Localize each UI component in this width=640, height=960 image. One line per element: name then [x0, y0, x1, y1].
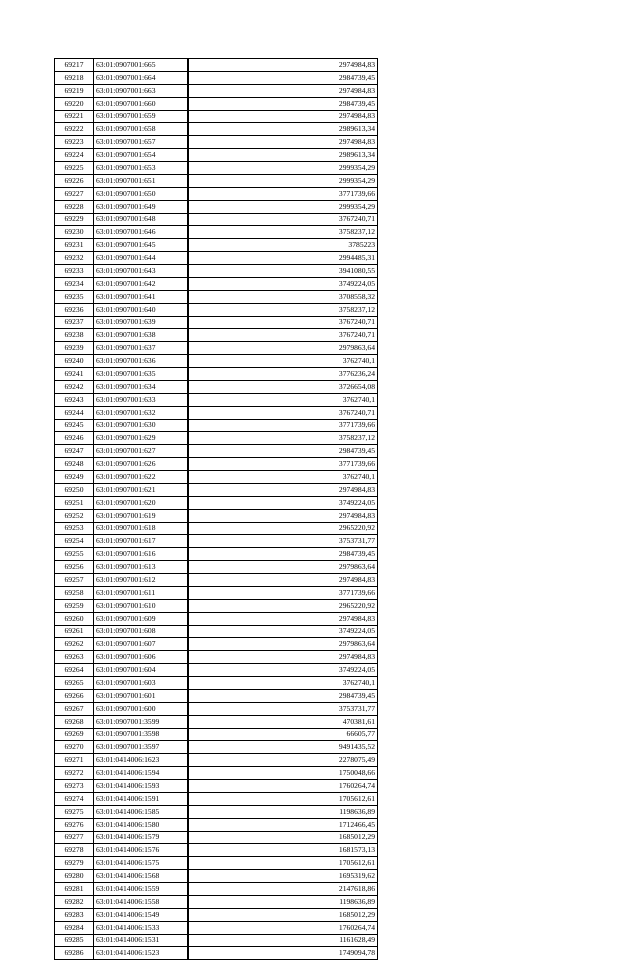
- value-cell: 3749224,05: [188, 496, 378, 509]
- table-row: [55, 857, 378, 870]
- value-cell: 2984739,45: [188, 71, 378, 84]
- row-number-cell: 69279: [55, 857, 94, 870]
- cadastral-number-cell: 63:01:0414006:1576: [94, 844, 189, 857]
- cadastral-number-cell: 63:01:0414006:1523: [94, 947, 189, 960]
- cadastral-number-cell: 63:01:0907001:635: [94, 368, 189, 381]
- value-cell: 3749224,05: [188, 277, 378, 290]
- table-row: [55, 162, 378, 175]
- cadastral-number-cell: 63:01:0414006:1585: [94, 805, 189, 818]
- value-cell: 3708558,32: [188, 290, 378, 303]
- value-cell: 2974984,83: [188, 136, 378, 149]
- value-cell: 2999354,29: [188, 200, 378, 213]
- table-row: [55, 329, 378, 342]
- table-row: [55, 677, 378, 690]
- cadastral-number-cell: 63:01:0414006:1568: [94, 870, 189, 883]
- row-number-cell: 69254: [55, 535, 94, 548]
- cadastral-number-cell: 63:01:0414006:1580: [94, 818, 189, 831]
- table-row: [55, 252, 378, 265]
- cadastral-number-cell: 63:01:0414006:1623: [94, 754, 189, 767]
- table-row: [55, 844, 378, 857]
- table-row: [55, 496, 378, 509]
- cadastral-number-cell: 63:01:0907001:637: [94, 342, 189, 355]
- value-cell: 3767240,71: [188, 213, 378, 226]
- table-row: [55, 380, 378, 393]
- cadastral-number-cell: 63:01:0907001:622: [94, 471, 189, 484]
- cadastral-number-cell: 63:01:0907001:654: [94, 149, 189, 162]
- row-number-cell: 69219: [55, 84, 94, 97]
- value-cell: 3762740,1: [188, 471, 378, 484]
- table-row: [55, 149, 378, 162]
- cadastral-number-cell: 63:01:0414006:1533: [94, 921, 189, 934]
- value-cell: 1750048,66: [188, 767, 378, 780]
- table-row: [55, 535, 378, 548]
- cadastral-number-cell: 63:01:0907001:607: [94, 638, 189, 651]
- value-cell: 1685012,29: [188, 908, 378, 921]
- table-row: [55, 561, 378, 574]
- table-row: [55, 136, 378, 149]
- table-row: [55, 471, 378, 484]
- table-row: [55, 908, 378, 921]
- cadastral-number-cell: 63:01:0907001:606: [94, 651, 189, 664]
- cadastral-number-cell: 63:01:0907001:649: [94, 200, 189, 213]
- row-number-cell: 69252: [55, 509, 94, 522]
- cadastral-number-cell: 63:01:0414006:1559: [94, 883, 189, 896]
- row-number-cell: 69257: [55, 574, 94, 587]
- cadastral-number-cell: 63:01:0907001:613: [94, 561, 189, 574]
- table-row: [55, 239, 378, 252]
- cadastral-number-cell: 63:01:0414006:1549: [94, 908, 189, 921]
- value-cell: 3753731,77: [188, 702, 378, 715]
- table-row: [55, 805, 378, 818]
- value-cell: 1749094,78: [188, 947, 378, 960]
- row-number-cell: 69242: [55, 380, 94, 393]
- cadastral-number-cell: 63:01:0907001:620: [94, 496, 189, 509]
- row-number-cell: 69284: [55, 921, 94, 934]
- table-row: [55, 638, 378, 651]
- table-row: [55, 277, 378, 290]
- cadastral-number-cell: 63:01:0907001:619: [94, 509, 189, 522]
- value-cell: 1705612,61: [188, 792, 378, 805]
- table-row: [55, 818, 378, 831]
- row-number-cell: 69221: [55, 110, 94, 123]
- row-number-cell: 69258: [55, 586, 94, 599]
- row-number-cell: 69247: [55, 445, 94, 458]
- cadastral-number-cell: 63:01:0907001:617: [94, 535, 189, 548]
- value-cell: 3941080,55: [188, 265, 378, 278]
- row-number-cell: 69225: [55, 162, 94, 175]
- data-table: [54, 58, 378, 960]
- table-row: [55, 483, 378, 496]
- value-cell: 3771739,66: [188, 187, 378, 200]
- cadastral-number-cell: 63:01:0907001:608: [94, 625, 189, 638]
- cadastral-number-cell: 63:01:0907001:644: [94, 252, 189, 265]
- cadastral-number-cell: 63:01:0907001:601: [94, 689, 189, 702]
- value-cell: 2979863,64: [188, 561, 378, 574]
- row-number-cell: 69256: [55, 561, 94, 574]
- table-row: [55, 548, 378, 561]
- row-number-cell: 69232: [55, 252, 94, 265]
- table-row: [55, 445, 378, 458]
- cadastral-number-cell: 63:01:0907001:664: [94, 71, 189, 84]
- value-cell: 2147618,86: [188, 883, 378, 896]
- row-number-cell: 69267: [55, 702, 94, 715]
- cadastral-number-cell: 63:01:0907001:632: [94, 406, 189, 419]
- table-row: [55, 213, 378, 226]
- value-cell: 470381,61: [188, 715, 378, 728]
- row-number-cell: 69223: [55, 136, 94, 149]
- row-number-cell: 69260: [55, 612, 94, 625]
- row-number-cell: 69280: [55, 870, 94, 883]
- value-cell: 2984739,45: [188, 97, 378, 110]
- cadastral-number-cell: 63:01:0907001:657: [94, 136, 189, 149]
- row-number-cell: 69240: [55, 355, 94, 368]
- value-cell: 3749224,05: [188, 664, 378, 677]
- table-row: [55, 651, 378, 664]
- value-cell: 3762740,1: [188, 677, 378, 690]
- table-row: [55, 84, 378, 97]
- row-number-cell: 69261: [55, 625, 94, 638]
- cadastral-number-cell: 63:01:0907001:621: [94, 483, 189, 496]
- row-number-cell: 69255: [55, 548, 94, 561]
- value-cell: 2979863,64: [188, 638, 378, 651]
- table-row: [55, 625, 378, 638]
- table-row: [55, 921, 378, 934]
- cadastral-number-cell: 63:01:0414006:1591: [94, 792, 189, 805]
- value-cell: 3785223: [188, 239, 378, 252]
- value-cell: 2984739,45: [188, 548, 378, 561]
- cadastral-number-cell: 63:01:0907001:603: [94, 677, 189, 690]
- table-row: [55, 342, 378, 355]
- cadastral-number-cell: 63:01:0907001:646: [94, 226, 189, 239]
- cadastral-number-cell: 63:01:0907001:645: [94, 239, 189, 252]
- row-number-cell: 69246: [55, 432, 94, 445]
- value-cell: 3762740,1: [188, 393, 378, 406]
- cadastral-number-cell: 63:01:0907001:609: [94, 612, 189, 625]
- value-cell: 3753731,77: [188, 535, 378, 548]
- table-row: [55, 419, 378, 432]
- value-cell: 2999354,29: [188, 162, 378, 175]
- table-row: [55, 290, 378, 303]
- table-row: [55, 59, 378, 72]
- row-number-cell: 69238: [55, 329, 94, 342]
- cadastral-number-cell: 63:01:0907001:3599: [94, 715, 189, 728]
- cadastral-number-cell: 63:01:0907001:653: [94, 162, 189, 175]
- row-number-cell: 69228: [55, 200, 94, 213]
- table-row: [55, 226, 378, 239]
- row-number-cell: 69282: [55, 895, 94, 908]
- cadastral-number-cell: 63:01:0907001:660: [94, 97, 189, 110]
- cadastral-number-cell: 63:01:0414006:1558: [94, 895, 189, 908]
- table-row: [55, 586, 378, 599]
- table-row: [55, 303, 378, 316]
- table-row: [55, 187, 378, 200]
- value-cell: 3758237,12: [188, 226, 378, 239]
- row-number-cell: 69234: [55, 277, 94, 290]
- table-row: [55, 689, 378, 702]
- table-row: [55, 393, 378, 406]
- value-cell: 1681573,13: [188, 844, 378, 857]
- cadastral-number-cell: 63:01:0907001:651: [94, 174, 189, 187]
- cadastral-number-cell: 63:01:0907001:600: [94, 702, 189, 715]
- table-row: [55, 110, 378, 123]
- value-cell: 2965220,92: [188, 599, 378, 612]
- row-number-cell: 69231: [55, 239, 94, 252]
- row-number-cell: 69227: [55, 187, 94, 200]
- table-row: [55, 895, 378, 908]
- table-row: [55, 574, 378, 587]
- row-number-cell: 69241: [55, 368, 94, 381]
- cadastral-number-cell: 63:01:0907001:610: [94, 599, 189, 612]
- table-row: [55, 883, 378, 896]
- row-number-cell: 69222: [55, 123, 94, 136]
- cadastral-number-cell: 63:01:0907001:640: [94, 303, 189, 316]
- table-row: [55, 664, 378, 677]
- value-cell: 2974984,83: [188, 612, 378, 625]
- cadastral-number-cell: 63:01:0907001:639: [94, 316, 189, 329]
- value-cell: 1198636,89: [188, 805, 378, 818]
- value-cell: 3758237,12: [188, 303, 378, 316]
- table-row: [55, 947, 378, 960]
- value-cell: 3749224,05: [188, 625, 378, 638]
- cadastral-number-cell: 63:01:0907001:642: [94, 277, 189, 290]
- row-number-cell: 69265: [55, 677, 94, 690]
- table-row: [55, 780, 378, 793]
- cadastral-number-cell: 63:01:0907001:612: [94, 574, 189, 587]
- row-number-cell: 69281: [55, 883, 94, 896]
- row-number-cell: 69250: [55, 483, 94, 496]
- value-cell: 2984739,45: [188, 445, 378, 458]
- value-cell: 3726654,08: [188, 380, 378, 393]
- cadastral-number-cell: 63:01:0907001:665: [94, 59, 189, 72]
- row-number-cell: 69253: [55, 522, 94, 535]
- table-row: [55, 870, 378, 883]
- cadastral-number-cell: 63:01:0907001:633: [94, 393, 189, 406]
- table-row: [55, 767, 378, 780]
- cadastral-number-cell: 63:01:0907001:626: [94, 458, 189, 471]
- table-row: [55, 355, 378, 368]
- value-cell: 1685012,29: [188, 831, 378, 844]
- row-number-cell: 69248: [55, 458, 94, 471]
- value-cell: 3776236,24: [188, 368, 378, 381]
- row-number-cell: 69271: [55, 754, 94, 767]
- row-number-cell: 69224: [55, 149, 94, 162]
- row-number-cell: 69272: [55, 767, 94, 780]
- value-cell: 1712466,45: [188, 818, 378, 831]
- value-cell: 3767240,71: [188, 329, 378, 342]
- table-row: [55, 200, 378, 213]
- value-cell: 2989613,34: [188, 149, 378, 162]
- row-number-cell: 69259: [55, 599, 94, 612]
- cadastral-number-cell: 63:01:0907001:604: [94, 664, 189, 677]
- cadastral-number-cell: 63:01:0907001:627: [94, 445, 189, 458]
- table-row: [55, 715, 378, 728]
- cadastral-number-cell: 63:01:0414006:1594: [94, 767, 189, 780]
- row-number-cell: 69229: [55, 213, 94, 226]
- value-cell: 1760264,74: [188, 780, 378, 793]
- table-row: [55, 406, 378, 419]
- row-number-cell: 69239: [55, 342, 94, 355]
- table-body: [55, 59, 378, 960]
- value-cell: 2974984,83: [188, 59, 378, 72]
- table-row: [55, 754, 378, 767]
- cadastral-number-cell: 63:01:0907001:648: [94, 213, 189, 226]
- value-cell: 2979863,64: [188, 342, 378, 355]
- value-cell: 1161628,49: [188, 934, 378, 947]
- row-number-cell: 69270: [55, 741, 94, 754]
- row-number-cell: 69226: [55, 174, 94, 187]
- row-number-cell: 69230: [55, 226, 94, 239]
- cadastral-number-cell: 63:01:0907001:658: [94, 123, 189, 136]
- spreadsheet-page: [54, 58, 373, 960]
- table-row: [55, 509, 378, 522]
- value-cell: 2974984,83: [188, 651, 378, 664]
- value-cell: 2965220,92: [188, 522, 378, 535]
- table-row: [55, 174, 378, 187]
- cadastral-number-cell: 63:01:0414006:1575: [94, 857, 189, 870]
- table-row: [55, 741, 378, 754]
- cadastral-number-cell: 63:01:0414006:1579: [94, 831, 189, 844]
- value-cell: 2974984,83: [188, 84, 378, 97]
- cadastral-number-cell: 63:01:0907001:618: [94, 522, 189, 535]
- row-number-cell: 69243: [55, 393, 94, 406]
- value-cell: 3767240,71: [188, 406, 378, 419]
- row-number-cell: 69236: [55, 303, 94, 316]
- table-row: [55, 792, 378, 805]
- row-number-cell: 69278: [55, 844, 94, 857]
- value-cell: 1760264,74: [188, 921, 378, 934]
- value-cell: 1705612,61: [188, 857, 378, 870]
- value-cell: 1198636,89: [188, 895, 378, 908]
- table-row: [55, 831, 378, 844]
- value-cell: 2974984,83: [188, 509, 378, 522]
- cadastral-number-cell: 63:01:0907001:643: [94, 265, 189, 278]
- table-row: [55, 522, 378, 535]
- table-row: [55, 123, 378, 136]
- row-number-cell: 69273: [55, 780, 94, 793]
- row-number-cell: 69244: [55, 406, 94, 419]
- table-row: [55, 432, 378, 445]
- row-number-cell: 69264: [55, 664, 94, 677]
- row-number-cell: 69268: [55, 715, 94, 728]
- value-cell: 2974984,83: [188, 110, 378, 123]
- table-row: [55, 934, 378, 947]
- cadastral-number-cell: 63:01:0907001:611: [94, 586, 189, 599]
- cadastral-number-cell: 63:01:0907001:616: [94, 548, 189, 561]
- row-number-cell: 69249: [55, 471, 94, 484]
- row-number-cell: 69286: [55, 947, 94, 960]
- value-cell: 3762740,1: [188, 355, 378, 368]
- row-number-cell: 69263: [55, 651, 94, 664]
- value-cell: 2994485,31: [188, 252, 378, 265]
- row-number-cell: 69217: [55, 59, 94, 72]
- table-row: [55, 316, 378, 329]
- value-cell: 9491435,52: [188, 741, 378, 754]
- value-cell: 3771739,66: [188, 586, 378, 599]
- value-cell: 2974984,83: [188, 483, 378, 496]
- row-number-cell: 69218: [55, 71, 94, 84]
- cadastral-number-cell: 63:01:0907001:3598: [94, 728, 189, 741]
- cadastral-number-cell: 63:01:0907001:650: [94, 187, 189, 200]
- row-number-cell: 69251: [55, 496, 94, 509]
- row-number-cell: 69277: [55, 831, 94, 844]
- table-row: [55, 702, 378, 715]
- row-number-cell: 69220: [55, 97, 94, 110]
- value-cell: 1695319,62: [188, 870, 378, 883]
- value-cell: 3771739,66: [188, 419, 378, 432]
- table-row: [55, 612, 378, 625]
- row-number-cell: 69269: [55, 728, 94, 741]
- table-row: [55, 458, 378, 471]
- cadastral-number-cell: 63:01:0907001:638: [94, 329, 189, 342]
- row-number-cell: 69276: [55, 818, 94, 831]
- cadastral-number-cell: 63:01:0414006:1531: [94, 934, 189, 947]
- cadastral-number-cell: 63:01:0414006:1593: [94, 780, 189, 793]
- cadastral-number-cell: 63:01:0907001:636: [94, 355, 189, 368]
- row-number-cell: 69245: [55, 419, 94, 432]
- cadastral-number-cell: 63:01:0907001:634: [94, 380, 189, 393]
- cadastral-number-cell: 63:01:0907001:641: [94, 290, 189, 303]
- table-row: [55, 728, 378, 741]
- value-cell: 2989613,34: [188, 123, 378, 136]
- row-number-cell: 69237: [55, 316, 94, 329]
- cadastral-number-cell: 63:01:0907001:663: [94, 84, 189, 97]
- table-row: [55, 599, 378, 612]
- row-number-cell: 69275: [55, 805, 94, 818]
- table-row: [55, 97, 378, 110]
- value-cell: 2974984,83: [188, 574, 378, 587]
- cadastral-number-cell: 63:01:0907001:3597: [94, 741, 189, 754]
- value-cell: 2999354,29: [188, 174, 378, 187]
- cadastral-number-cell: 63:01:0907001:659: [94, 110, 189, 123]
- value-cell: 2278075,49: [188, 754, 378, 767]
- row-number-cell: 69233: [55, 265, 94, 278]
- table-row: [55, 265, 378, 278]
- row-number-cell: 69262: [55, 638, 94, 651]
- table-row: [55, 368, 378, 381]
- cadastral-number-cell: 63:01:0907001:629: [94, 432, 189, 445]
- value-cell: 3771739,66: [188, 458, 378, 471]
- value-cell: 2984739,45: [188, 689, 378, 702]
- row-number-cell: 69235: [55, 290, 94, 303]
- row-number-cell: 69285: [55, 934, 94, 947]
- cadastral-number-cell: 63:01:0907001:630: [94, 419, 189, 432]
- row-number-cell: 69266: [55, 689, 94, 702]
- table-row: [55, 71, 378, 84]
- row-number-cell: 69283: [55, 908, 94, 921]
- value-cell: 66605,77: [188, 728, 378, 741]
- value-cell: 3758237,12: [188, 432, 378, 445]
- value-cell: 3767240,71: [188, 316, 378, 329]
- row-number-cell: 69274: [55, 792, 94, 805]
